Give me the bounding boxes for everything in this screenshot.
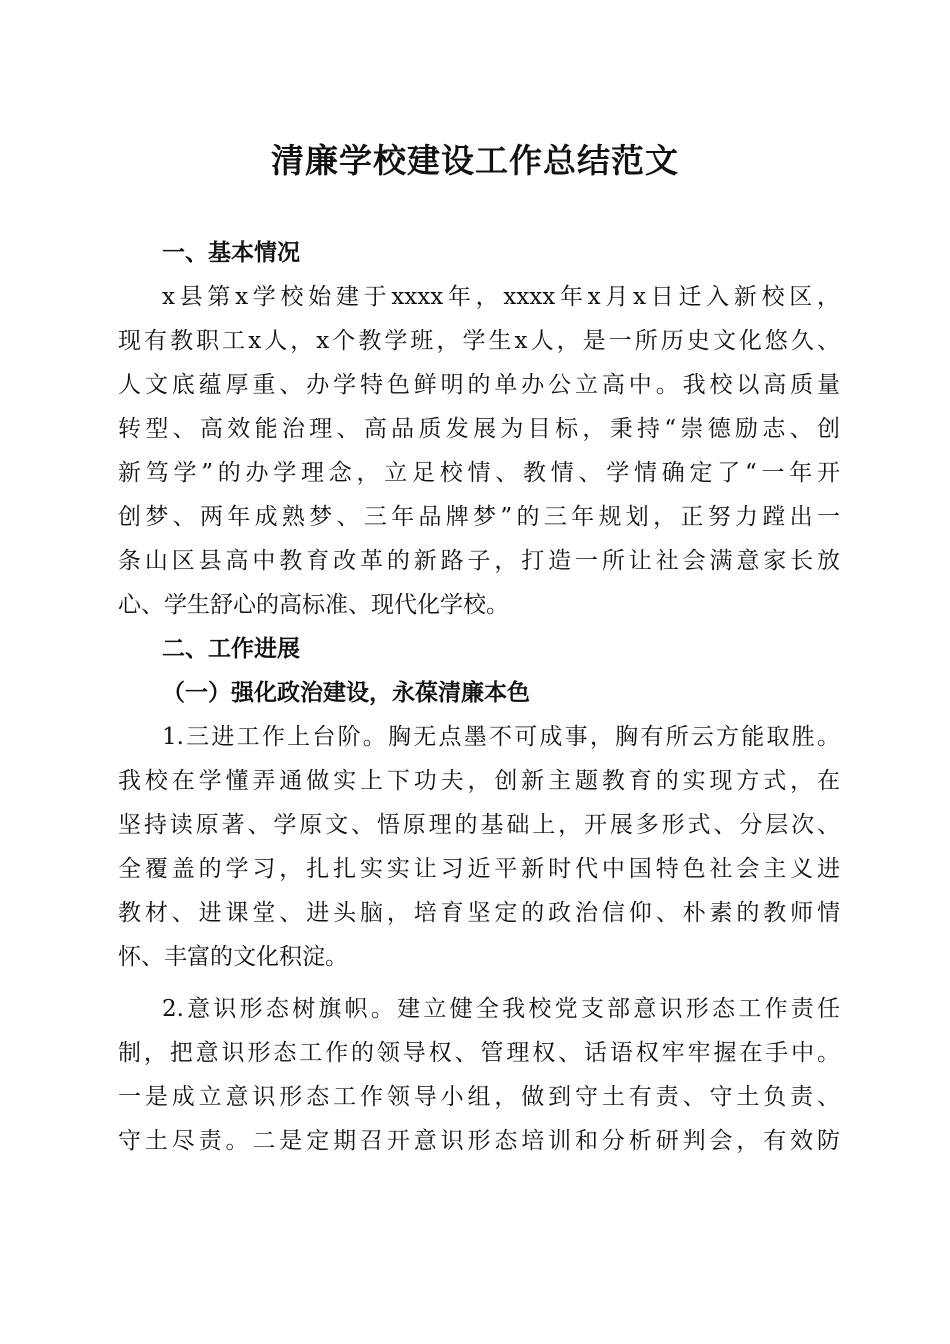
text-line: 全覆盖的学习，扎扎实实让习近平新时代中国特色社会主义进	[118, 856, 840, 882]
text-line: x县第x学校始建于xxxx年，xxxx年x月x日迁入新校区，	[162, 284, 840, 310]
text-line: 坚持读原著、学原文、悟原理的基础上，开展多形式、分层次、	[118, 812, 840, 838]
paragraph-spacer	[118, 979, 840, 987]
text-line: 新笃学”的办学理念，立足校情、教情、学情确定了“一年开	[118, 460, 840, 486]
text-line: 制，把意识形态工作的领导权、管理权、话语权牢牢握在手中。	[118, 1040, 840, 1066]
text-line: 条山区县高中教育改革的新路子，打造一所让社会满意家长放	[118, 548, 840, 574]
text-line: 转型、高效能治理、高品质发展为目标，秉持“崇德励志、创	[118, 416, 840, 442]
section-heading-basic: 一、基本情况	[162, 240, 300, 266]
document-body	[118, 231, 840, 1163]
subsection-heading-political: （一）强化政治建设，永葆清廉本色	[162, 679, 530, 706]
paragraph-ideology	[118, 987, 840, 1163]
text-line: 怀、丰富的文化积淀。	[118, 944, 348, 970]
text-line: 2.意识形态树旗帜。建立健全我校党支部意识形态工作责任	[162, 996, 840, 1022]
page-title: 清廉学校建设工作总结范文	[271, 141, 679, 180]
text-line: 我校在学懂弄通做实上下功夫，创新主题教育的实现方式，在	[118, 768, 840, 794]
text-line: 守土尽责。二是定期召开意识形态培训和分析研判会，有效防	[118, 1128, 840, 1154]
section-heading-progress: 二、工作进展	[162, 636, 300, 662]
text-line: 创梦、两年成熟梦、三年品牌梦”的三年规划，正努力蹚出一	[118, 504, 840, 530]
paragraph-basic-info	[118, 275, 840, 627]
text-line: 一是成立意识形态工作领导小组，做到守土有责、守土负责、	[118, 1084, 840, 1110]
text-line: 教材、进课堂、进头脑，培育坚定的政治信仰、朴素的教师情	[118, 900, 840, 926]
paragraph-three-entries	[118, 715, 840, 979]
text-line: 心、学生舒心的高标准、现代化学校。	[118, 592, 509, 618]
text-line: 现有教职工x人，x个教学班，学生x人，是一所历史文化悠久、	[118, 328, 840, 354]
text-line: 人文底蕴厚重、办学特色鲜明的单办公立高中。我校以高质量	[118, 372, 840, 398]
text-line: 1.三进工作上台阶。胸无点墨不可成事，胸有所云方能取胜。	[162, 724, 840, 750]
